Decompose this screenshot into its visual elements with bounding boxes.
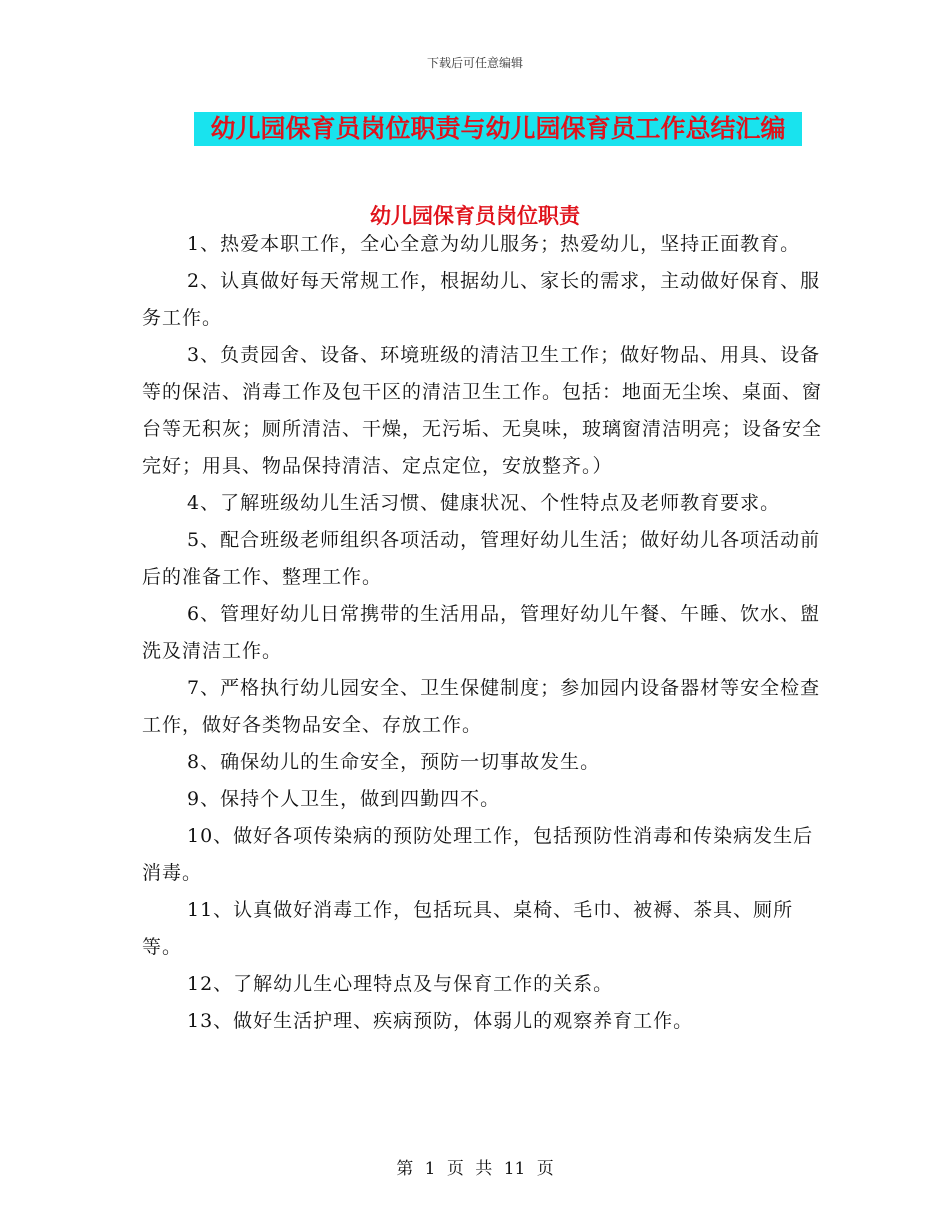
- paragraph-11: 11、认真做好消毒工作，包括玩具、桌椅、毛巾、被褥、茶具、厕所等。: [142, 899, 794, 958]
- paragraph-5: 5、配合班级老师组织各项活动，管理好幼儿生活；做好幼儿各项活动前后的准备工作、整理工作。: [142, 529, 821, 588]
- paragraph-4: 4、了解班级幼儿生活习惯、健康状况、个性特点及老师教育要求。: [187, 492, 781, 514]
- paragraph-9: 9、保持个人卫生，做到四勤四不。: [187, 788, 501, 810]
- section-title: 幼儿园保育员岗位职责: [370, 204, 580, 228]
- paragraph-13: 13、做好生活护理、疾病预防，体弱儿的观察养育工作。: [187, 1010, 694, 1032]
- paragraph-6: 6、管理好幼儿日常携带的生活用品，管理好幼儿午餐、午睡、饮水、盥洗及清洁工作。: [142, 603, 821, 662]
- document-body: [142, 226, 832, 1040]
- paragraph-1: 1、热爱本职工作，全心全意为幼儿服务；热爱幼儿，坚持正面教育。: [187, 233, 801, 255]
- paragraph-7: 7、严格执行幼儿园安全、卫生保健制度；参加园内设备器材等安全检查工作，做好各类物品安全、存放工作。: [142, 677, 821, 736]
- page-number: 第 1 页 共 11 页: [396, 1159, 554, 1179]
- page-header-note: 下载后可任意编辑: [426, 56, 523, 70]
- paragraph-2: 2、认真做好每天常规工作，根据幼儿、家长的需求，主动做好保育、服务工作。: [142, 270, 821, 329]
- document-title: 幼儿园保育员岗位职责与幼儿园保育员工作总结汇编: [210, 114, 786, 143]
- paragraph-8: 8、确保幼儿的生命安全，预防一切事故发生。: [187, 751, 601, 773]
- paragraph-12: 12、了解幼儿生心理特点及与保育工作的关系。: [187, 973, 614, 995]
- paragraph-3: 3、负责园舍、设备、环境班级的清洁卫生工作；做好物品、用具、设备等的保洁、消毒工作及包干区的清洁卫生工作。包括：地面无尘埃、桌面、窗台等无积灰；厕所清洁、干燥，无污垢、无臭味，玻璃窗清洁明亮；设备安全完好；用具、物品保持清洁、定点定位，安放整齐。）: [142, 344, 823, 477]
- paragraph-10: 10、做好各项传染病的预防处理工作，包括预防性消毒和传染病发生后消毒。: [142, 825, 814, 884]
